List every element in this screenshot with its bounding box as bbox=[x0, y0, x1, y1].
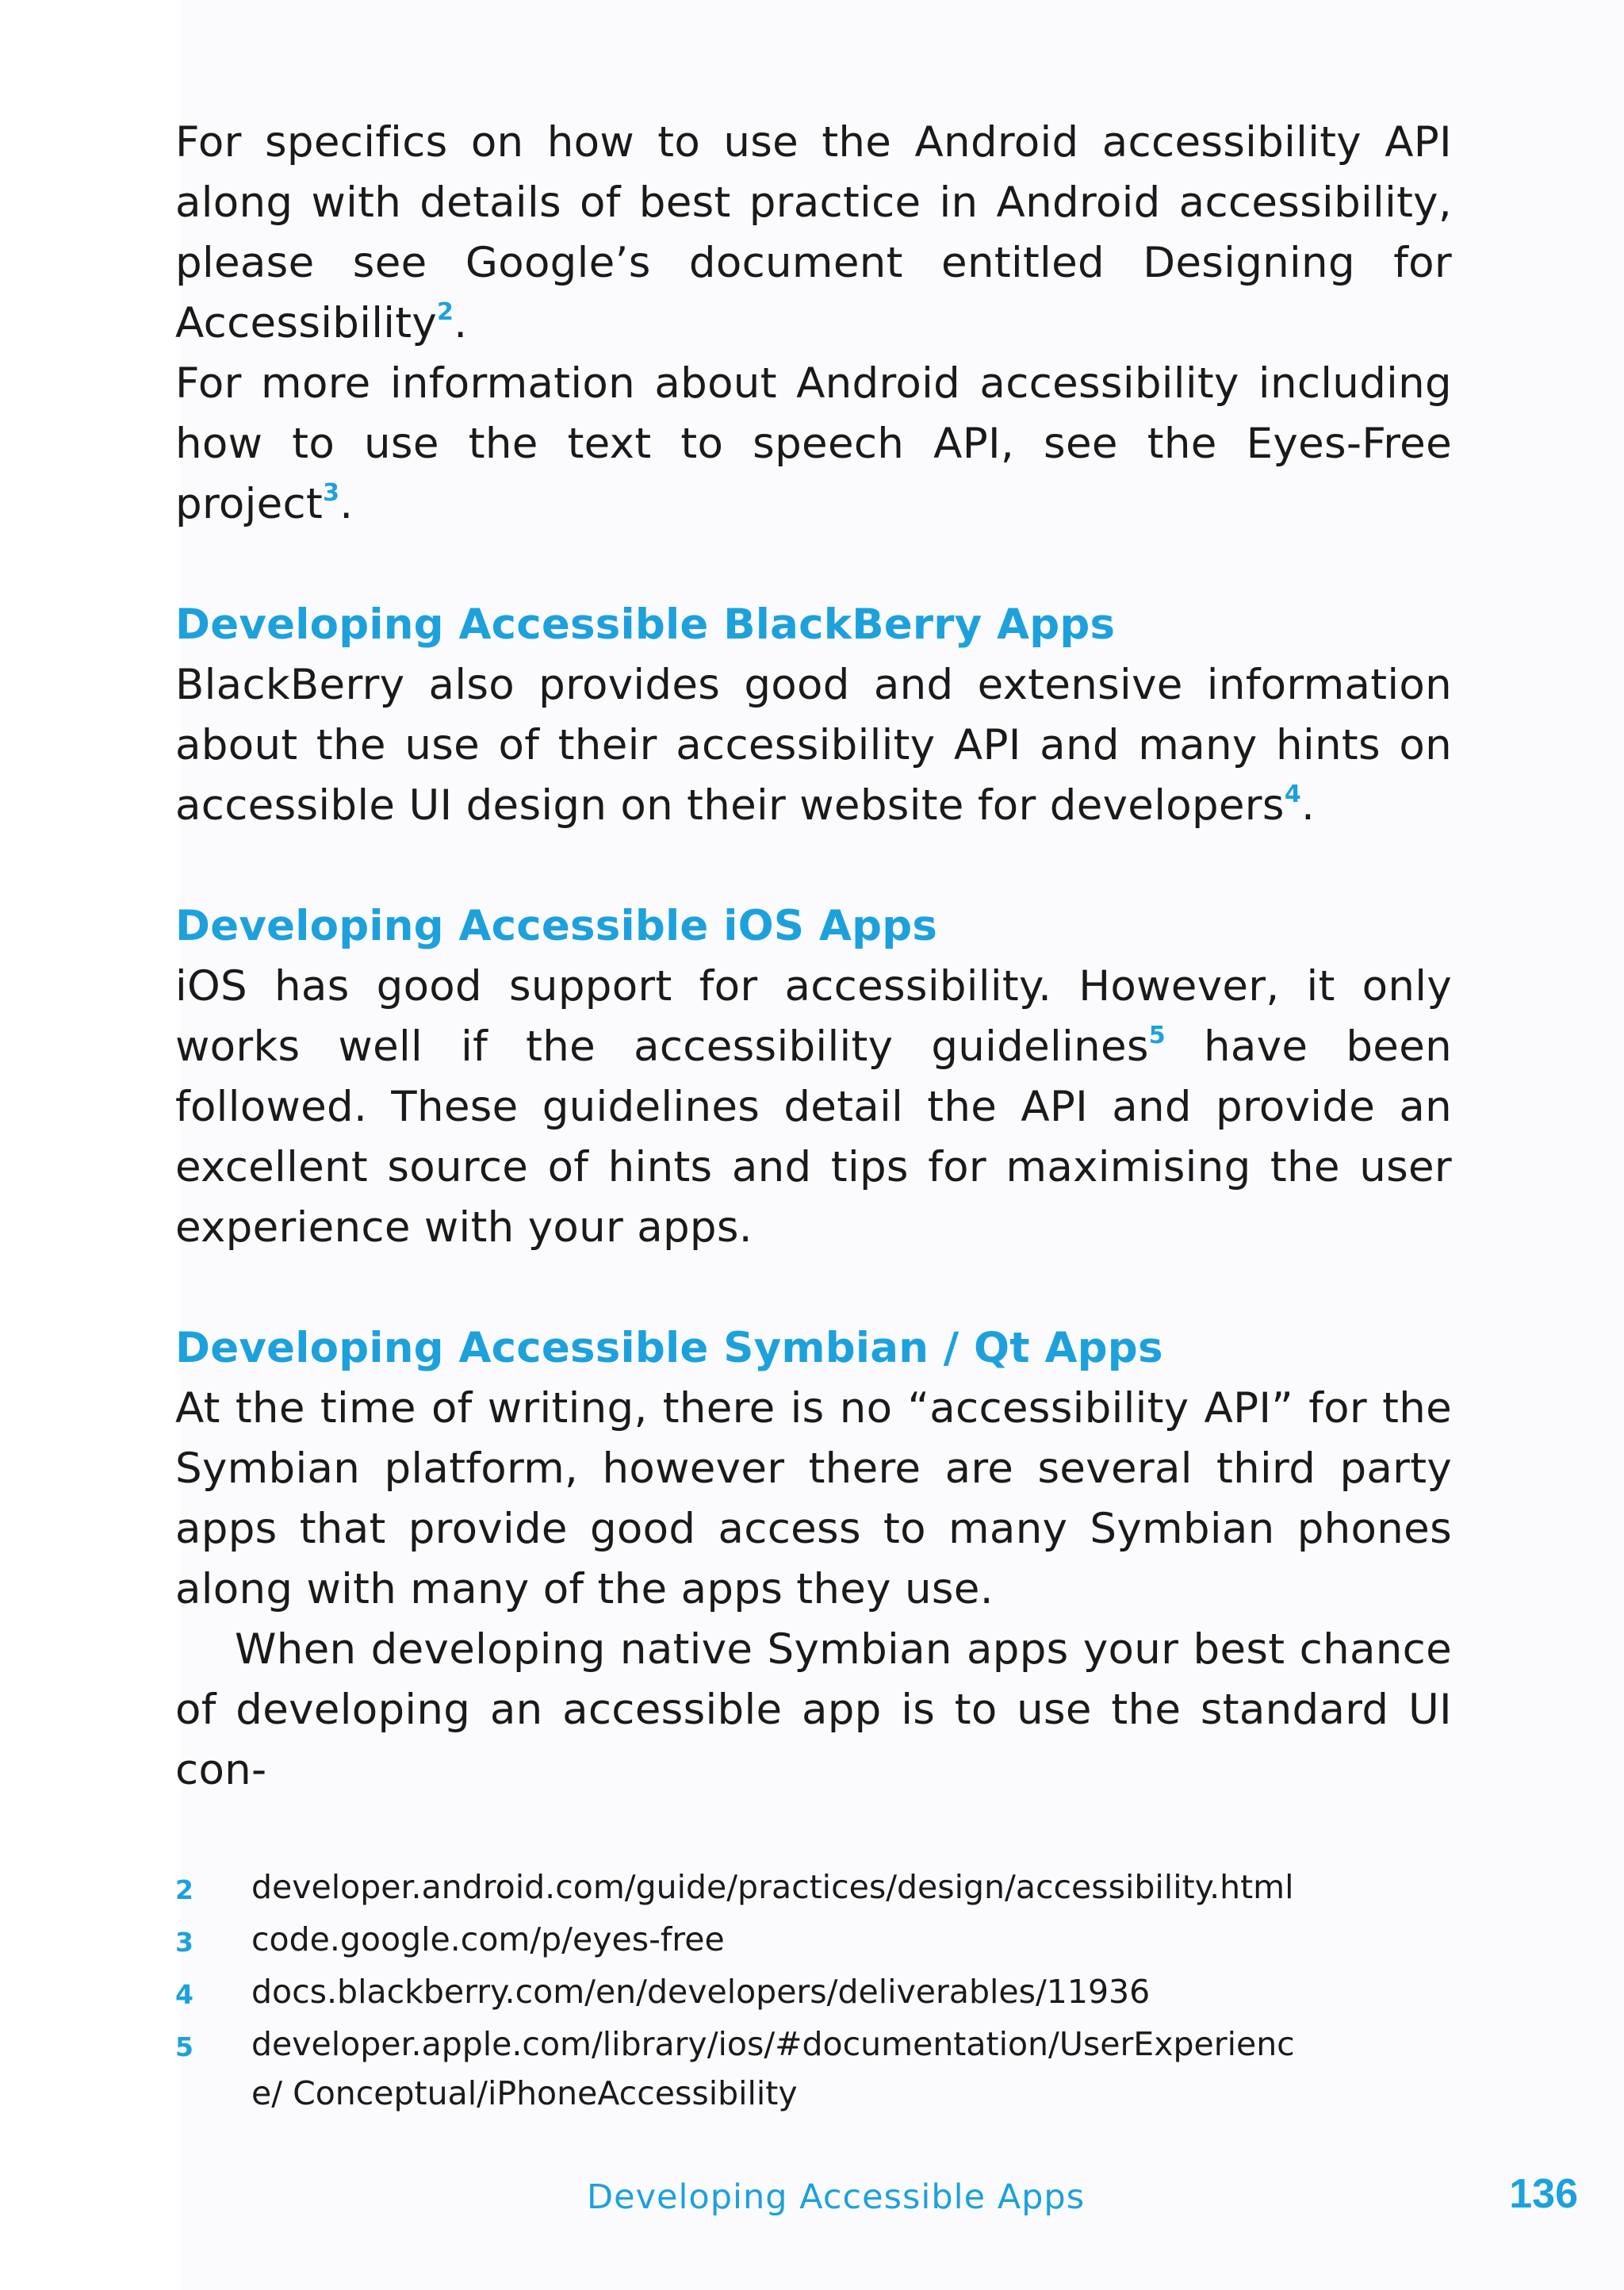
footnote-link[interactable]: developer.apple.com/library/ios/#documentation/UserExperience/ Conceptual/iPhoneAccessibility bbox=[251, 2025, 1295, 2112]
footnote-ref-2[interactable]: 2 bbox=[437, 298, 454, 326]
blackberry-paragraph-text: BlackBerry also provides good and extensive information about the use of their accessibility API and many hints on accessible UI design on their website for developers bbox=[175, 661, 1452, 830]
page-content bbox=[175, 113, 1452, 2118]
blackberry-paragraph bbox=[175, 655, 1452, 836]
running-footer-title: Developing Accessible Apps bbox=[587, 2177, 1086, 2217]
footnote-ref-4[interactable]: 4 bbox=[1284, 781, 1301, 808]
footnote-number: 5 bbox=[175, 2031, 193, 2062]
page-number: 136 bbox=[1509, 2171, 1578, 2217]
footnotes bbox=[175, 1862, 1452, 2118]
ios-paragraph-end: have been followed. These guidelines detail the API and provide an excellent source of hints and tips for maximising the user experience with your apps. bbox=[175, 1022, 1452, 1252]
footnote-item bbox=[175, 1862, 1452, 1915]
footnote-ref-5[interactable]: 5 bbox=[1148, 1022, 1166, 1049]
footnote-link[interactable]: developer.android.com/guide/practices/design/accessibility.html bbox=[251, 1868, 1294, 1906]
heading-symbian: Developing Accessible Symbian / Qt Apps bbox=[175, 1324, 1163, 1372]
footnote-link[interactable]: code.google.com/p/eyes-free bbox=[251, 1920, 725, 1958]
heading-blackberry: Developing Accessible BlackBerry Apps bbox=[175, 600, 1116, 649]
heading-ios: Developing Accessible iOS Apps bbox=[175, 902, 938, 950]
footnote-number: 3 bbox=[175, 1927, 193, 1958]
footnote-number: 2 bbox=[175, 1874, 193, 1905]
footnote-link[interactable]: docs.blackberry.com/en/developers/deliverables/11936 bbox=[251, 1973, 1151, 2011]
footnote-item bbox=[175, 2020, 1452, 2118]
android-paragraph-designing-text: For specifics on how to use the Android accessibility API along with details of best practice in Android accessibility, please see Google’s document entitled Designing for Accessibility bbox=[175, 118, 1452, 347]
footnote-number: 4 bbox=[175, 1979, 193, 2010]
android-paragraph-eyes-free-end: . bbox=[339, 480, 354, 528]
ios-paragraph bbox=[175, 957, 1452, 1258]
symbian-paragraph-1: At the time of writing, there is no “accessibility API” for the Symbian platform, however there are several third party apps that provide good access to many Symbian phones along with many of the apps they use. bbox=[175, 1384, 1452, 1613]
footnote-item bbox=[175, 1915, 1452, 1967]
ios-paragraph-text: iOS has good support for accessibility. However, it only works well if the accessibility guidelines bbox=[175, 962, 1452, 1071]
android-paragraph-designing-end: . bbox=[454, 299, 468, 347]
android-paragraph-eyes-free-text: For more information about Android accessibility including how to use the text to speech API, see the Eyes-Free project bbox=[175, 359, 1452, 528]
android-paragraph-designing bbox=[175, 113, 1452, 354]
android-paragraph-eyes-free bbox=[175, 354, 1452, 535]
blackberry-paragraph-end: . bbox=[1301, 781, 1316, 830]
symbian-paragraph-2: When developing native Symbian apps your best chance of developing an accessible app is to use the standard UI con- bbox=[175, 1625, 1452, 1794]
footnote-ref-3[interactable]: 3 bbox=[323, 479, 340, 507]
footnote-item bbox=[175, 1967, 1452, 2020]
